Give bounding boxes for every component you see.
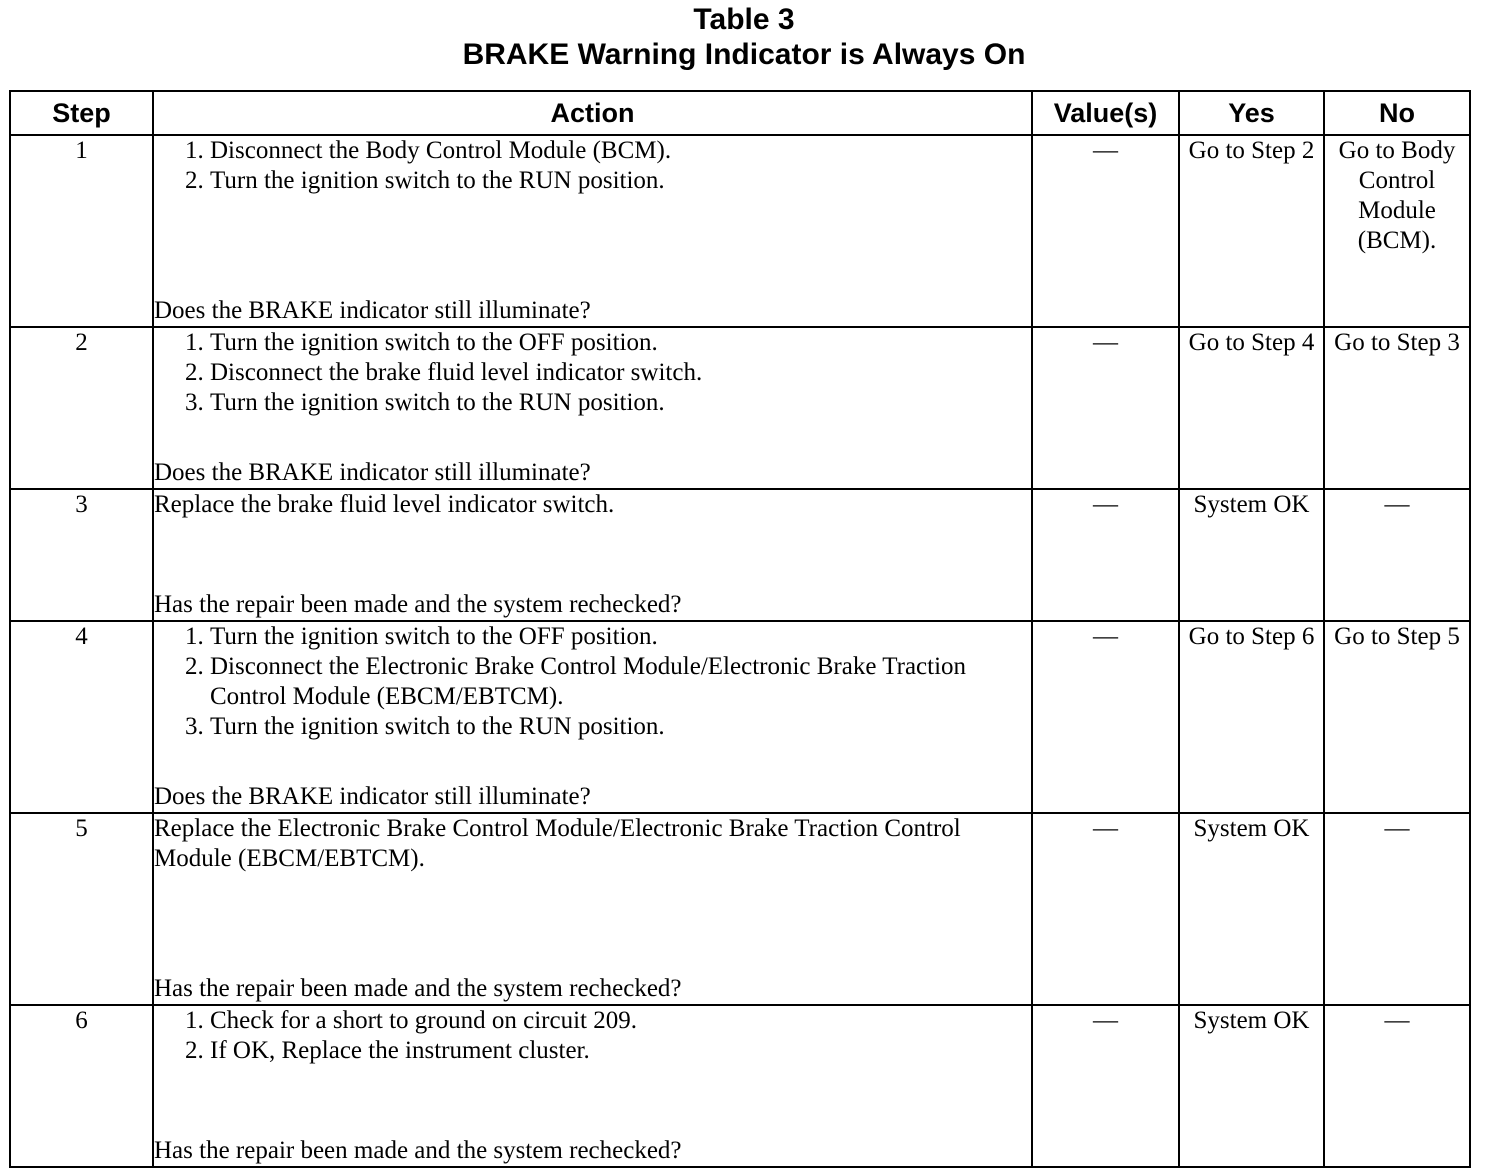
- action-step-item: 2. Turn the ignition switch to the RUN position.: [210, 166, 1031, 196]
- no-cell: [1324, 135, 1470, 327]
- step-number: 6: [10, 1005, 153, 1167]
- action-content: [154, 1006, 1031, 1166]
- value-cell: —: [1032, 621, 1179, 813]
- no-result: Go to Step 3: [1334, 329, 1460, 356]
- action-lead: Replace the brake fluid level indicator switch.: [154, 491, 615, 518]
- action-step-item: 1. Check for a short to ground on circuit 209.: [210, 1006, 1031, 1036]
- action-step-item: 1. Turn the ignition switch to the OFF position.: [210, 622, 1031, 652]
- yes-cell: [1179, 489, 1324, 621]
- action-instructions: [154, 814, 1031, 874]
- action-cell: [153, 327, 1032, 489]
- no-cell: [1324, 813, 1470, 1005]
- table-row: [10, 1005, 1470, 1167]
- yes-result: System OK: [1193, 491, 1310, 518]
- action-instructions: [154, 136, 1031, 196]
- no-cell: [1324, 621, 1470, 813]
- action-steps: [154, 622, 1031, 742]
- header-yes: Yes: [1179, 91, 1324, 135]
- action-cell: [153, 813, 1032, 1005]
- action-content: [154, 328, 1031, 488]
- action-instructions: [154, 328, 1031, 418]
- action-step-item: 3. Turn the ignition switch to the RUN position.: [210, 712, 1031, 742]
- step-number: 1: [10, 135, 153, 327]
- table-row: [10, 327, 1470, 489]
- action-cell: [153, 135, 1032, 327]
- diagnostic-table: [9, 90, 1471, 1168]
- action-content: [154, 490, 1031, 620]
- action-step-item: 2. If OK, Replace the instrument cluster.: [210, 1036, 1031, 1066]
- no-cell: [1324, 1005, 1470, 1167]
- action-question: Does the BRAKE indicator still illuminate?: [154, 783, 591, 810]
- yes-result: Go to Step 6: [1188, 623, 1315, 650]
- action-content: [154, 622, 1031, 812]
- yes-cell: [1179, 135, 1324, 327]
- action-step-item: 2. Disconnect the brake fluid level indicator switch.: [210, 358, 1031, 388]
- no-result: Go to Body Control Module (BCM).: [1338, 137, 1456, 254]
- action-steps: [154, 136, 1031, 196]
- header-step: Step: [10, 91, 153, 135]
- action-content: [154, 136, 1031, 326]
- action-question: Has the repair been made and the system rechecked?: [154, 1137, 682, 1164]
- yes-result: System OK: [1193, 1007, 1310, 1034]
- action-content: [154, 814, 1031, 1004]
- action-step-item: 2. Disconnect the Electronic Brake Control Module/Electronic Brake Traction Control Module (EBCM/EBTCM).: [210, 652, 1031, 712]
- yes-cell: [1179, 1005, 1324, 1167]
- action-lead: Replace the Electronic Brake Control Module/Electronic Brake Traction Control Module (EBCM/EBTCM).: [154, 815, 961, 872]
- table-row: [10, 813, 1470, 1005]
- action-instructions: [154, 1006, 1031, 1066]
- action-cell: [153, 1005, 1032, 1167]
- yes-cell: [1179, 621, 1324, 813]
- yes-cell: [1179, 327, 1324, 489]
- table-row: [10, 489, 1470, 621]
- action-step-item: 1. Turn the ignition switch to the OFF position.: [210, 328, 1031, 358]
- action-instructions: [154, 490, 1031, 520]
- no-cell: [1324, 327, 1470, 489]
- table-row: [10, 135, 1470, 327]
- step-number: 2: [10, 327, 153, 489]
- action-steps: [154, 1006, 1031, 1066]
- action-cell: [153, 489, 1032, 621]
- value-cell: —: [1032, 813, 1179, 1005]
- step-number: 4: [10, 621, 153, 813]
- action-cell: [153, 621, 1032, 813]
- action-step-item: 1. Disconnect the Body Control Module (BCM).: [210, 136, 1031, 166]
- action-question: Has the repair been made and the system rechecked?: [154, 975, 682, 1002]
- action-question: Does the BRAKE indicator still illuminate?: [154, 297, 591, 324]
- yes-cell: [1179, 813, 1324, 1005]
- step-number: 5: [10, 813, 153, 1005]
- value-cell: —: [1032, 327, 1179, 489]
- step-number: 3: [10, 489, 153, 621]
- no-result: —: [1384, 491, 1410, 518]
- table-subtitle: BRAKE Warning Indicator is Always On: [462, 38, 1026, 71]
- action-question: Does the BRAKE indicator still illuminate?: [154, 459, 591, 486]
- no-result: —: [1384, 1007, 1410, 1034]
- header-row: [10, 91, 1470, 135]
- header-action: Action: [153, 91, 1032, 135]
- no-result: Go to Step 5: [1334, 623, 1460, 650]
- table-title: Table 3: [693, 3, 795, 36]
- yes-result: Go to Step 2: [1188, 137, 1315, 164]
- action-step-item: 3. Turn the ignition switch to the RUN position.: [210, 388, 1031, 418]
- action-question: Has the repair been made and the system rechecked?: [154, 591, 682, 618]
- table-row: [10, 621, 1470, 813]
- yes-result: Go to Step 4: [1188, 329, 1315, 356]
- action-instructions: [154, 622, 1031, 742]
- table-caption: [0, 2, 1488, 72]
- no-cell: [1324, 489, 1470, 621]
- action-steps: [154, 328, 1031, 418]
- header-values: Value(s): [1032, 91, 1179, 135]
- value-cell: —: [1032, 1005, 1179, 1167]
- yes-result: System OK: [1193, 815, 1310, 842]
- no-result: —: [1384, 815, 1410, 842]
- value-cell: —: [1032, 489, 1179, 621]
- header-no: No: [1324, 91, 1470, 135]
- value-cell: —: [1032, 135, 1179, 327]
